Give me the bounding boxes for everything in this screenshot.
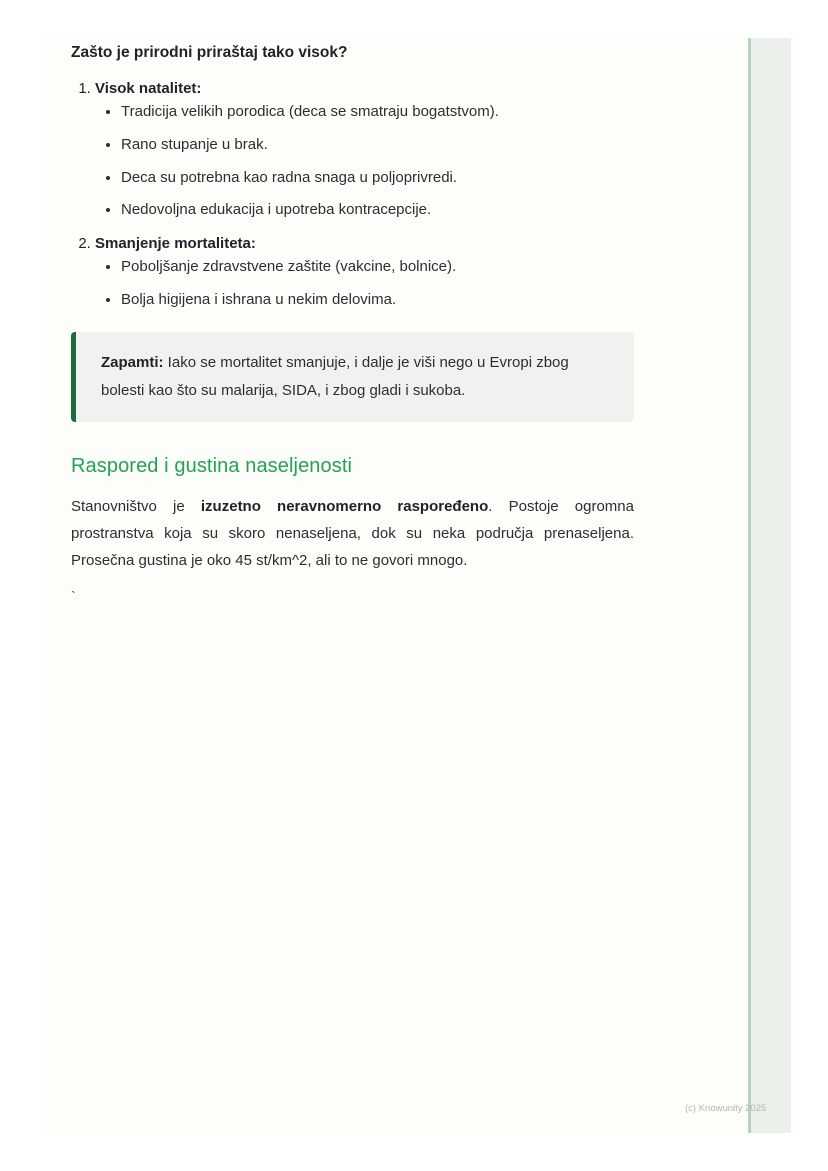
bullet-item: • Nedovoljna edukacija i upotreba kontracepcije. <box>121 199 634 221</box>
copyright-footer: (c) Knowunity 2025 <box>685 1103 767 1114</box>
section-heading: Raspored i gustina naseljenosti <box>71 454 353 477</box>
reasons-list <box>71 78 634 310</box>
reason-heading: Smanjenje mortaliteta: <box>95 235 256 253</box>
bullet-item: • Poboljšanje zdravstvene zaštite (vakcine, bolnice). <box>121 256 634 278</box>
bullet-item: • Bolja higijena i ishrana u nekim delovima. <box>121 289 634 311</box>
stray-backtick: ` <box>71 587 76 604</box>
reason-bullets <box>95 101 634 221</box>
document-content <box>71 40 634 606</box>
paragraph-emphasis: izuzetno neravnomerno raspoređeno <box>200 497 489 515</box>
reason-bullets <box>95 256 634 311</box>
reason-item-natality <box>95 78 634 221</box>
callout-label: Zapamti: <box>101 354 164 372</box>
page-side-strip <box>748 38 791 1133</box>
bullet-item: • Rano stupanje u brak. <box>121 134 634 156</box>
remember-callout <box>71 332 634 422</box>
bullet-item: • Deca su potrebna kao radna snaga u poljoprivredi. <box>121 167 634 189</box>
paragraph-text: . Postoje ogromna prostranstva koja su skoro nenaseljena, dok su neka područja prenaseljena. Prosečna gustina je oko 45 st/km^2, ali to ne govori mnogo. <box>71 497 634 569</box>
callout-text: Iako se mortalitet smanjuje, i dalje je viši nego u Evropi zbog bolesti kao što su malarija, SIDA, i zbog gladi i sukoba. <box>101 354 569 400</box>
section-question-title: Zašto je prirodni priraštaj tako visok? <box>71 44 348 61</box>
bullet-item: • Tradicija velikih porodica (deca se smatraju bogatstvom). <box>121 101 634 123</box>
distribution-paragraph <box>71 493 634 574</box>
reason-item-mortality <box>95 233 634 310</box>
reason-heading: Visok natalitet: <box>95 80 202 98</box>
paragraph-text: Stanovništvo je <box>71 497 201 515</box>
